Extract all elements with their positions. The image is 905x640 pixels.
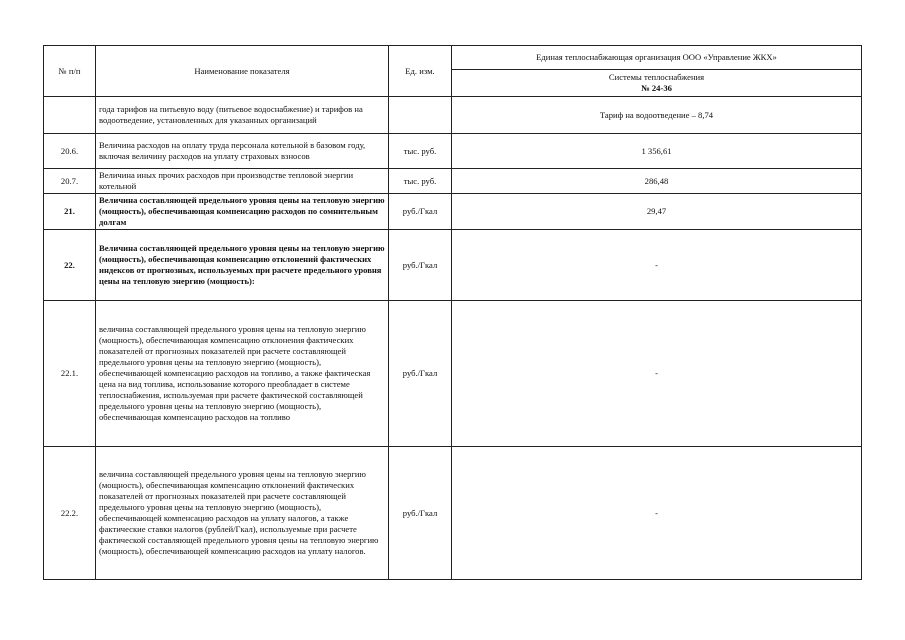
row-unit: тыс. руб.	[389, 134, 452, 169]
row-name: Величина составляющей предельного уровня цены на тепловую энергию (мощность), обеспечивающая компенсацию расходов по сомнительным долгам	[96, 194, 389, 230]
header-systems-label: Системы теплоснабжения	[608, 72, 705, 82]
row-unit: руб./Гкал	[389, 230, 452, 301]
tariff-table	[43, 45, 862, 580]
row-number: 22.1.	[44, 301, 96, 447]
row-value: -	[452, 230, 862, 301]
row-name: величина составляющей предельного уровня цены на тепловую энергию (мощность), обеспечивающая компенсацию отклонений фактических показателей от прогнозных показателей при расчете составляющей предельного уровня цены на тепловую энергию (мощность), обеспечивающей компенсацию расходов на уплату налогов, а также фактические ставки налогов (рублей/Гкал), используемые при расчете фактической составляющей предельного уровня цены на тепловую энергию (мощность), обеспечивающей компенсацию расходов на уплату налогов.	[96, 447, 389, 580]
header-col-unit: Ед. изм.	[389, 46, 452, 97]
row-number: 20.7.	[44, 169, 96, 194]
row-number: 21.	[44, 194, 96, 230]
row-number: 20.6.	[44, 134, 96, 169]
table-row	[44, 97, 862, 134]
row-number	[44, 97, 96, 134]
header-systems	[452, 70, 862, 97]
row-value: Тариф на водоотведение – 8,74	[452, 97, 862, 134]
row-value: -	[452, 447, 862, 580]
row-value: 286,48	[452, 169, 862, 194]
row-name: величина составляющей предельного уровня цены на тепловую энергию (мощность), обеспечивающая компенсацию отклонения фактических показателей от прогнозных показателей при расчете составляющей предельного уровня цены на тепловую энергию (мощность), обеспечивающей компенсацию расходов на топливо, а также фактическая цена на вид топлива, использование которого преобладает в системе теплоснабжения, используемая при расчете фактической составляющей предельного уровня цены на тепловую энергию (мощность), обеспечивающая компенсацию расходов на топливо	[96, 301, 389, 447]
header-col-name: Наименование показателя	[96, 46, 389, 97]
row-value: 29,47	[452, 194, 862, 230]
row-value: -	[452, 301, 862, 447]
row-unit: тыс. руб.	[389, 169, 452, 194]
row-name: Величина расходов на оплату труда персонала котельной в базовом году, включая величину расходов на уплату страховых взносов	[96, 134, 389, 169]
header-col-num: № п/п	[44, 46, 96, 97]
table-row	[44, 194, 862, 230]
row-unit: руб./Гкал	[389, 447, 452, 580]
table-row	[44, 134, 862, 169]
row-name: Величина иных прочих расходов при производстве тепловой энергии котельной	[96, 169, 389, 194]
row-unit: руб./Гкал	[389, 301, 452, 447]
table-row	[44, 301, 862, 447]
header-org-title: Единая теплоснабжающая организация ООО «Управление ЖКХ»	[452, 46, 862, 70]
row-number: 22.	[44, 230, 96, 301]
row-unit: руб./Гкал	[389, 194, 452, 230]
table-row	[44, 447, 862, 580]
row-number: 22.2.	[44, 447, 96, 580]
row-name: года тарифов на питьевую воду (питьевое водоснабжение) и тарифов на водоотведение, установленных для указанных организаций	[96, 97, 389, 134]
header-systems-numbers: № 24-36	[641, 83, 672, 93]
row-name: Величина составляющей предельного уровня цены на тепловую энергию (мощность), обеспечивающая компенсацию отклонений фактических индексов от прогнозных, используемых при расчете предельного уровня цены на тепловую энергию (мощность):	[96, 230, 389, 301]
table-row	[44, 169, 862, 194]
table-row	[44, 230, 862, 301]
row-value: 1 356,61	[452, 134, 862, 169]
row-unit	[389, 97, 452, 134]
